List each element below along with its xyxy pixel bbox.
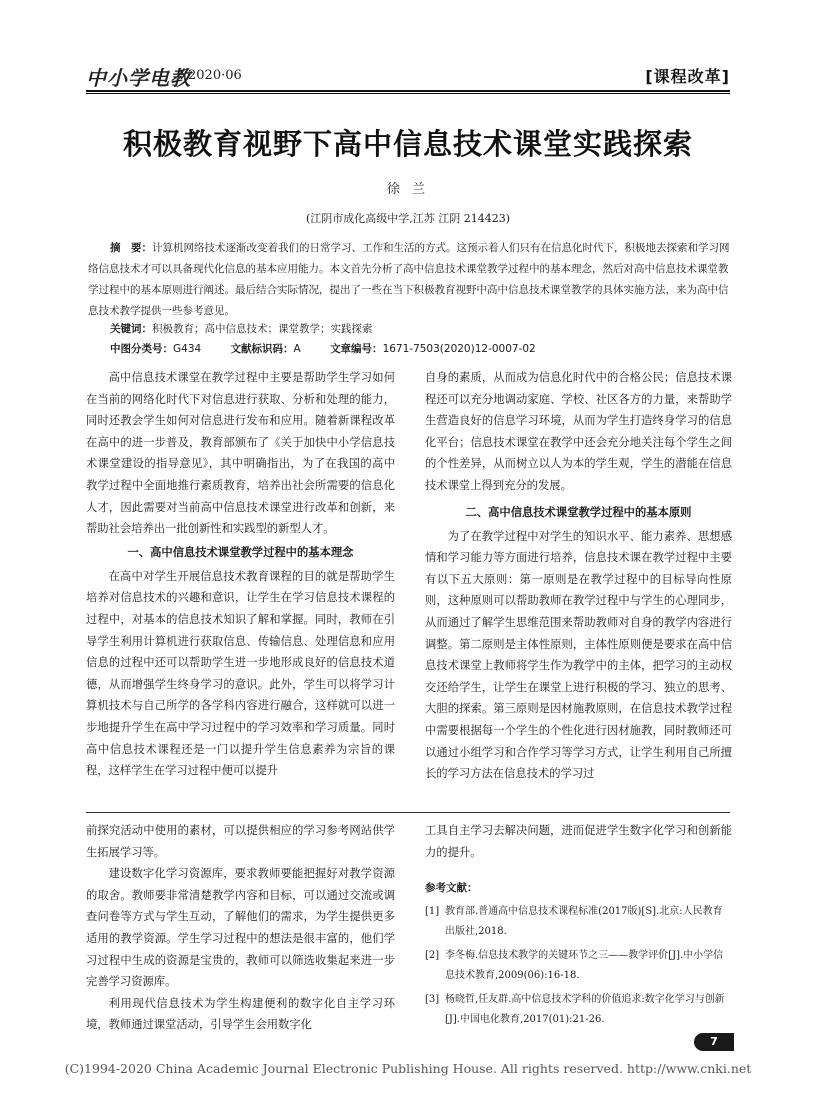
abstract-text: 计算机网络技术逐渐改变着我们的日常学习、工作和生活的方式。这预示着人们只有在信息化时代下，积极地去探索和学习网络信息技术才可以具备现代化信息的基本应用能力。本文首先分析了高中信息技术课堂教学过程中的基本理念，然后对高中信息技术课堂教学过程中的基本原则进行阐述。最后结合实际情况，提出了一些在当下积极教育视野中高中信息技术课堂教学的具体实施方法，来为高中信息技术教学提供一些参考意见。 bbox=[88, 242, 730, 317]
paragraph: 为了在教学过程中对学生的知识水平、能力素养、思想感情和学习能力等方面进行培养，信息技术课在教学过程中主要有以下五大原则：第一原则是在教学过程中的目标导向性原则，这种原则可以帮助教师在教学过程中与学生的心理同步，从而通过了解学生思维范围来帮助教师对自身的教学内容进行调整。第二原则是主体性原则，主体性原则便是要求在高中信息技术课堂上教师将学生作为教学中的主体，把学习的主动权交还给学生，让学生在课堂上进行积极的学习、独立的思考、大胆的探索。第三原则是因材施教原则，在信息技术教学过程中需要根据每一个学生的个性化进行因材施教，同时教师还可以通过小组学习和合作学习等学习方式，让学生利用自己所擅长的学习方法在信息技术的学习过 bbox=[425, 529, 732, 781]
doc-code: 文献标识码：A bbox=[230, 343, 301, 355]
clc-number: 中图分类号：G434 bbox=[110, 343, 202, 355]
abstract bbox=[88, 238, 730, 322]
reference-item: [1] 教育部.普通高中信息技术课程标准(2017版)[S].北京:人民教育出版社,2018. bbox=[425, 906, 723, 937]
keywords-text: 积极教育；高中信息技术；课堂教学；实践探索 bbox=[152, 323, 373, 335]
reference-item: [3] 杨晓哲,任友群.高中信息技术学科的价值追求:数字化学习与创新[J].中国电化教育,2017(01):21-26. bbox=[425, 994, 725, 1025]
left-column-top bbox=[86, 367, 395, 782]
journal-logo: 中小学电教 bbox=[86, 66, 191, 90]
reference-item: [2] 李冬梅.信息技术教学的关键环节之三——教学评价[J].中小学信息技术教育,2009(06):16-18. bbox=[425, 950, 724, 981]
references-list bbox=[425, 902, 732, 1034]
section-heading: 二、高中信息技术课堂教学过程中的基本原则 bbox=[465, 505, 692, 519]
references-heading: 参考文献： bbox=[425, 882, 478, 894]
paragraph: 前探究活动中使用的素材，可以提供相应的学习参考网站供学生拓展学习等。 bbox=[86, 824, 395, 859]
section-heading: 一、高中信息技术课堂教学过程中的基本理念 bbox=[127, 545, 354, 559]
paragraph: 建设数字化学习资源库，要求教师要能把握好对教学资源的取舍。教师要非常清楚教学内容和目标，可以通过交流或调查问卷等方式与学生互动，了解他们的需求，为学生提供更多适用的教学资源。学生学习过程中的想法是很丰富的，他们学习过程中生成的资源是宝贵的，教师可以筛选收集起来进一步完善学习资源库。 bbox=[86, 867, 395, 989]
author-affiliation: (江阴市成化高级中学,江苏 江阴 214423) bbox=[305, 212, 511, 225]
paragraph: 利用现代信息技术为学生构建便利的数字化自主学习环境，教师通过课堂活动，引导学生会用数字化 bbox=[86, 996, 395, 1032]
paragraph: 在高中对学生开展信息技术教育课程的目的就是帮助学生培养对信息技术的兴趣和意识，让学生在学习信息技术课程的过程中，对基本的信息技术知识了解和掌握。同时，教师在引导学生利用计算机进行获取信息、传输信息、处理信息和应用信息的过程中还可以帮助学生进一步地形成良好的信息技术道德，从而增强学生终身学习的意识。此外，学生可以将学习计算机技术与自己所学的各学科内容进行融合，这样就可以进一步地提升学生在高中学习过程中的学习效率和学习质量。同时高中信息技术课程还是一门以提升学生信息素养为宗旨的课程，这样学生在学习过程中便可以提升 bbox=[86, 569, 395, 778]
header-rule-thin bbox=[86, 93, 730, 94]
left-column-bottom bbox=[86, 820, 395, 1036]
paragraph: 工具自主学习去解决问题，进而促进学生数字化学习和创新能力的提升。 bbox=[425, 824, 732, 859]
header-rule bbox=[86, 90, 730, 92]
page-number: 7 bbox=[694, 1033, 734, 1051]
column-tag: [课程改革] bbox=[645, 67, 730, 86]
right-column-bottom bbox=[425, 820, 732, 863]
article-number: 文章编号：1671-7503(2020)12-0007-02 bbox=[330, 343, 536, 355]
copyright-footer: (C)1994-2020 China Academic Journal Electronic Publishing House. All rights reserved. http://www.cnki.net bbox=[64, 1061, 752, 1076]
paragraph: 自身的素质，从而成为信息化时代中的合格公民；信息技术课程还可以充分地调动家庭、学校、社区各方的力量，来帮助学生营造良好的信息学习环境，从而为学生打造终身学习的信息化平台；信息技术课堂在教学中还会充分地关注每个学生之间的个性差异，从而树立以人为本的学生观，学生的潜能在信息技术课堂上得到充分的发展。 bbox=[425, 371, 732, 492]
article-author: 徐 兰 bbox=[386, 182, 430, 197]
article-title: 积极教育视野下高中信息技术课堂实践探索 bbox=[122, 127, 693, 161]
abstract-label: 摘 要： bbox=[110, 242, 152, 254]
issue-number: 2020·06 bbox=[188, 68, 242, 83]
keywords-label: 关键词： bbox=[110, 323, 152, 335]
section-divider bbox=[86, 812, 730, 813]
right-column-top bbox=[425, 367, 732, 785]
keywords bbox=[110, 319, 752, 340]
paragraph: 高中信息技术课堂在教学过程中主要是帮助学生学习如何在当前的网络化时代下对信息进行获取、分析和处理的能力，同时还教会学生如何对信息进行发布和应用。随着新课程改革在高中的进一步普及，教育部颁布了《关于加快中小学信息技术课堂建设的指导意见》，其中明确指出，为了在我国的高中教学过程中全面地推行素质教育，培养出社会所需要的信息化人才，因此需要对当前高中信息技术课堂进行改革和创新，来帮助社会培养出一批创新性和实践型的新型人才。 bbox=[86, 371, 395, 536]
classification-line bbox=[110, 341, 562, 356]
